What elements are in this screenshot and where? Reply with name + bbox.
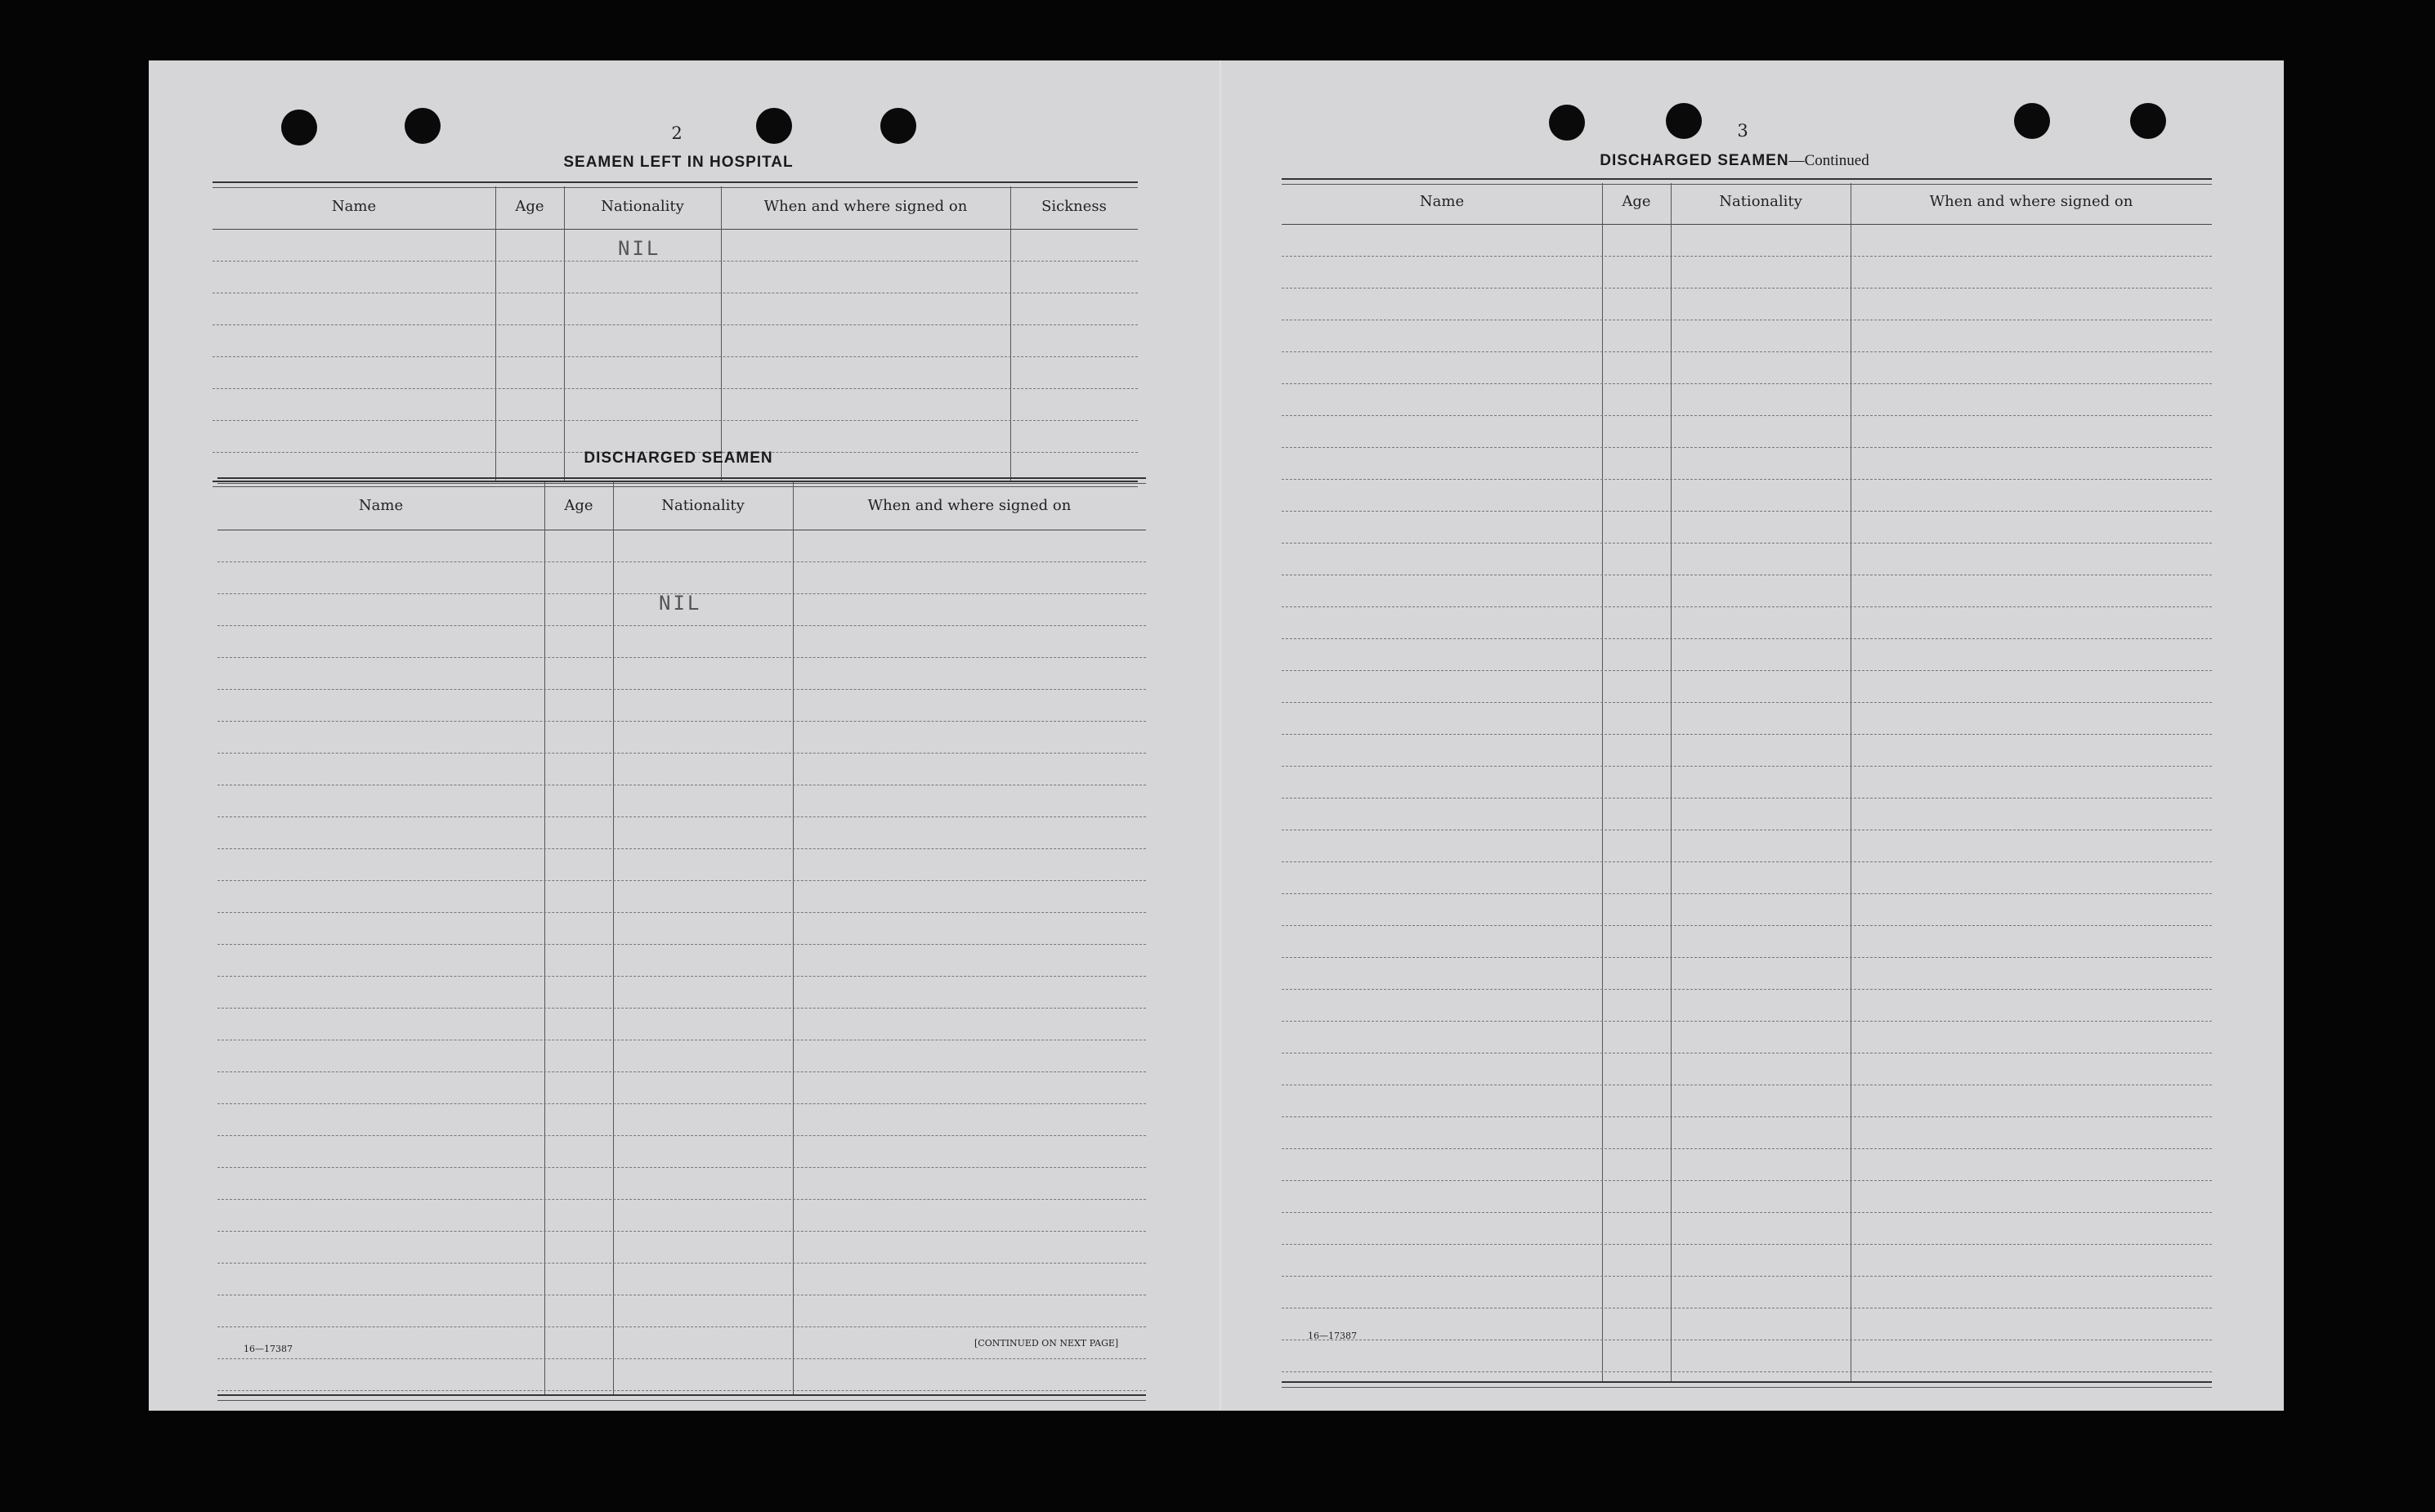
left-page-number: 2 (671, 123, 683, 143)
column-header: When and where signed on (1929, 193, 2133, 210)
table-row-rule (217, 1103, 1146, 1104)
table-row-rule (1282, 1212, 2212, 1213)
table-row-rule (217, 753, 1146, 754)
table-row-rule (213, 324, 1138, 325)
continued-section-title (1522, 152, 1947, 170)
table-row-rule (1282, 351, 2212, 352)
column-header: When and where signed on (763, 198, 968, 215)
hospital-table (213, 181, 1138, 485)
left-form-number: 16—17387 (244, 1344, 293, 1354)
continued-title-suffix: —Continued (1788, 152, 1869, 169)
table-row-rule (217, 657, 1146, 658)
table-row-rule (1282, 638, 2212, 639)
punch-hole (756, 108, 792, 144)
typed-entry-nil: NIL (618, 237, 661, 260)
table-row-rule (217, 625, 1146, 626)
header-underline (213, 229, 1138, 230)
table-row-rule (213, 388, 1138, 389)
column-divider (1602, 183, 1603, 1381)
punch-hole (405, 108, 441, 144)
table-row-rule (1282, 925, 2212, 926)
table-row-rule (217, 689, 1146, 690)
column-header: Name (1419, 193, 1465, 210)
table-row-rule (217, 880, 1146, 881)
punch-hole (2014, 103, 2050, 139)
table-row-rule (1282, 1116, 2212, 1117)
table-row-rule (217, 816, 1146, 817)
column-header: Nationality (1719, 193, 1802, 210)
table-row-rule (1282, 1021, 2212, 1022)
punch-hole (880, 108, 916, 144)
punch-hole (281, 110, 317, 145)
table-row-rule (1282, 447, 2212, 448)
table-row-rule (1282, 1148, 2212, 1149)
header-underline (1282, 224, 2212, 225)
table-row-rule (1282, 288, 2212, 289)
table-row-rule (217, 1008, 1146, 1009)
table-row-rule (217, 1390, 1146, 1391)
table-bottom-border (1282, 1381, 2212, 1388)
table-row-rule (217, 912, 1146, 913)
table-row-rule (213, 356, 1138, 357)
table-row-rule (1282, 766, 2212, 767)
table-row-rule (217, 1167, 1146, 1168)
table-row-rule (217, 561, 1146, 562)
table-row-rule (213, 420, 1138, 421)
table-row-rule (1282, 479, 2212, 480)
table-row-rule (1282, 1244, 2212, 1245)
table-row-rule (1282, 734, 2212, 735)
table-row-rule (217, 721, 1146, 722)
table-row-rule (217, 1326, 1146, 1327)
table-row-rule (217, 1199, 1146, 1200)
punch-hole (1549, 105, 1585, 141)
document-sheet (149, 60, 2284, 1411)
column-header: Nationality (601, 198, 684, 215)
table-row-rule (217, 1231, 1146, 1232)
continued-table (1282, 178, 2212, 1386)
table-row-rule (1282, 670, 2212, 671)
column-divider (544, 482, 545, 1394)
hospital-section-title: SEAMEN LEFT IN HOSPITAL (563, 154, 794, 171)
column-header: Age (1622, 193, 1651, 210)
continued-note: [CONTINUED ON NEXT PAGE] (974, 1338, 1119, 1349)
column-header: Age (564, 497, 593, 514)
table-row-rule (1282, 415, 2212, 416)
punch-hole (1666, 103, 1702, 139)
column-divider (721, 186, 722, 481)
table-row-rule (1282, 1276, 2212, 1277)
table-row-rule (217, 848, 1146, 849)
table-row-rule (1282, 543, 2212, 544)
table-row-rule (217, 1263, 1146, 1264)
typed-entry-nil: NIL (659, 592, 702, 615)
table-row-rule (217, 944, 1146, 945)
discharged-section-title: DISCHARGED SEAMEN (584, 450, 773, 467)
table-row-rule (217, 1071, 1146, 1072)
discharged-table (217, 477, 1146, 1399)
column-divider (793, 482, 794, 1394)
table-row-rule (217, 1358, 1146, 1359)
table-row-rule (1282, 893, 2212, 894)
table-row-rule (1282, 511, 2212, 512)
column-divider (1671, 183, 1672, 1381)
right-page-number: 3 (1737, 121, 1748, 141)
table-row-rule (1282, 1180, 2212, 1181)
page-fold (1220, 60, 1221, 1411)
table-row-rule (217, 976, 1146, 977)
continued-title-text: DISCHARGED SEAMEN (1600, 152, 1789, 169)
column-divider (613, 482, 614, 1394)
table-row-rule (1282, 256, 2212, 257)
punch-hole (2130, 103, 2166, 139)
table-row-rule (1282, 383, 2212, 384)
column-divider (564, 186, 565, 481)
table-row-rule (1282, 606, 2212, 607)
table-row-rule (1282, 861, 2212, 862)
table-row-rule (217, 1135, 1146, 1136)
table-row-rule (1282, 989, 2212, 990)
column-header: Nationality (661, 497, 745, 514)
table-bottom-border (217, 1394, 1146, 1401)
table-row-rule (1282, 957, 2212, 958)
column-divider (495, 186, 496, 481)
column-header: Sickness (1041, 198, 1107, 215)
table-top-border (217, 477, 1146, 484)
column-header: Name (331, 198, 377, 215)
column-divider (1010, 186, 1011, 481)
table-row-rule (1282, 1371, 2212, 1372)
table-row-rule (213, 261, 1138, 262)
table-row-rule (1282, 702, 2212, 703)
column-header: When and where signed on (867, 497, 1072, 514)
table-top-border (213, 181, 1138, 188)
right-form-number: 16—17387 (1308, 1331, 1357, 1341)
column-header: Age (515, 198, 544, 215)
table-top-border (1282, 178, 2212, 185)
column-header: Name (358, 497, 404, 514)
